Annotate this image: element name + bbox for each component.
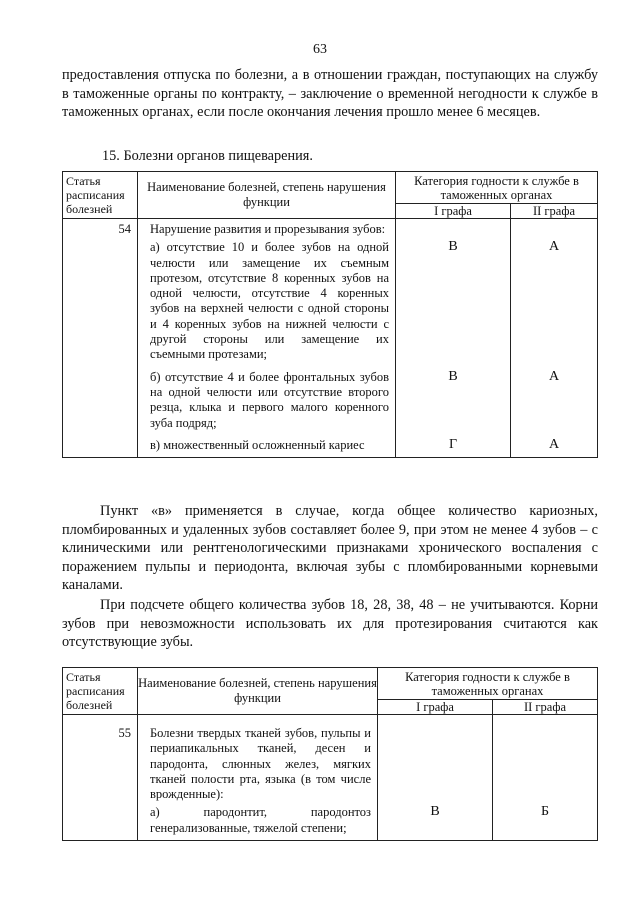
- subitem-a-col1: В: [396, 237, 511, 366]
- header-col2: II графа: [493, 699, 598, 714]
- disease-table-55: [62, 667, 598, 841]
- disease-table-54: [62, 171, 598, 458]
- header-name: Наименование болезней, степень нарушения функции: [138, 668, 378, 715]
- count-paragraph: При подсчете общего количества зубов 18, 28, 38, 48 – не учитываются. Корни зубов при невозможности использовать их для протезирования считаются как отсутствующие зубы.: [62, 597, 598, 650]
- header-col2: II графа: [511, 203, 598, 218]
- header-article: Статья расписания болезней: [63, 668, 138, 715]
- subitem-a-col2: Б: [493, 802, 598, 840]
- subitem-b-col2: А: [511, 367, 598, 435]
- article-number: 54: [63, 219, 138, 238]
- subitem-a: а) пародонтит, пародонтоз генерализованные, тяжелой степени;: [138, 802, 378, 840]
- header-col1: I графа: [396, 203, 511, 218]
- subitem-b-col1: В: [396, 367, 511, 435]
- header-name: Наименование болезней, степень нарушения функции: [138, 172, 396, 219]
- subitem-a-col1: В: [378, 802, 493, 840]
- subitem-a: а) отсутствие 10 и более зубов на одной челюсти или замещение их съемным протезом, отсутствие 8 коренных зубов на одной челюсти, отсутствие 4 коренных зубов на верхней челюсти с одной стороны и 4 коренных зубов на нижней челюсти с другой стороны или замещение их съемными протезами;: [138, 237, 396, 366]
- header-col1: I графа: [378, 699, 493, 714]
- page-number: 63: [313, 42, 327, 57]
- disease-title: Нарушение развития и прорезывания зубов:: [138, 219, 396, 238]
- intro-paragraph: предоставления отпуска по болезни, а в отношении граждан, поступающих на службу в таможенные органы по контракту, – заключение о временной негодности к службе в таможенных органах, если после окончания лечения прошло менее 6 месяцев.: [62, 67, 598, 120]
- disease-title: Болезни твердых тканей зубов, пульпы и периапикальных тканей, десен и пародонта, слюнных желез, мягких тканей полости рта, языка (в том числе врожденные):: [138, 723, 378, 802]
- subitem-b: б) отсутствие 4 и более фронтальных зубов на одной челюсти или отсутствие второго резца, клыка и первого малого коренного зуба подряд;: [138, 367, 396, 435]
- subitem-c: в) множественный осложненный кариес: [138, 435, 396, 458]
- header-article: Статья расписания болезней: [63, 172, 138, 219]
- header-category: Категория годности к службе в таможенных органах: [396, 172, 598, 204]
- article-number: 55: [63, 723, 138, 802]
- section-heading: 15. Болезни органов пищеварения.: [102, 148, 313, 164]
- note-paragraph: Пункт «в» применяется в случае, когда общее количество кариозных, пломбированных и удаленных зубов составляет более 9, при этом не менее 4 зубов – с клиническими или рентгенологическими признаками хронического воспаления с поражением пульпы и периодонта, включая зубы с пломбированными корневыми каналами.: [62, 503, 598, 593]
- header-category: Категория годности к службе в таможенных органах: [378, 668, 598, 700]
- subitem-a-col2: А: [511, 237, 598, 366]
- subitem-c-col1: Г: [396, 435, 511, 458]
- subitem-c-col2: А: [511, 435, 598, 458]
